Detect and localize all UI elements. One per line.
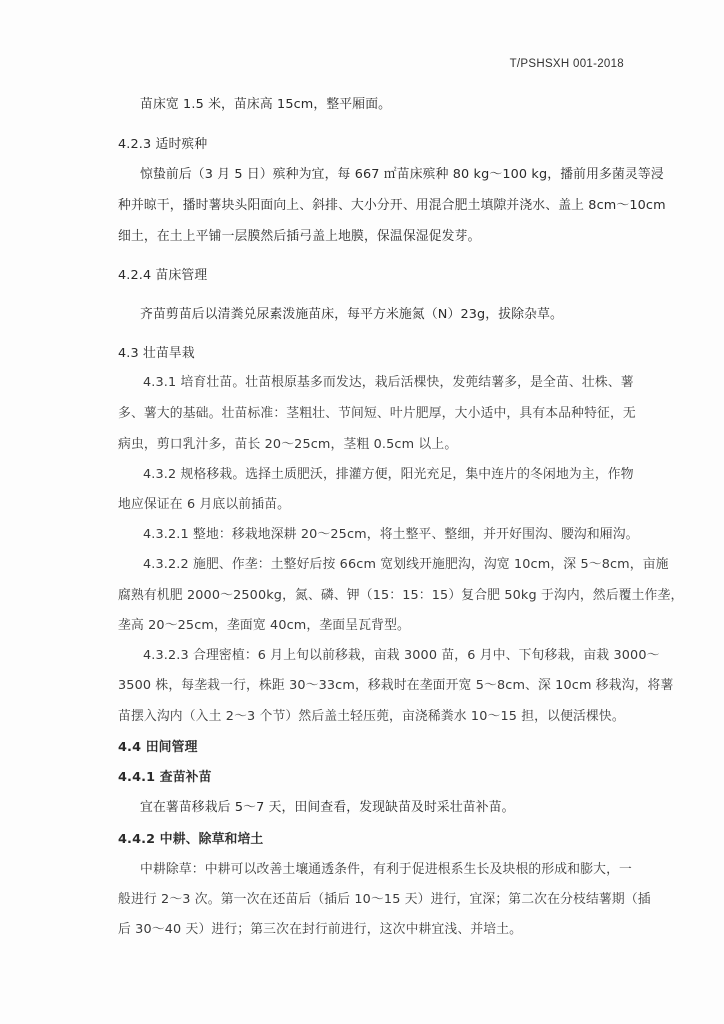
text-line: 后 30～40 天）进行；第三次在封行前进行，这次中耕宜浅、并培土。 <box>118 922 523 937</box>
section-heading: 4.4 田间管理 <box>118 740 198 755</box>
section-heading: 4.4.1 查苗补苗 <box>118 770 212 785</box>
text-line: 齐苗剪苗后以清粪兑尿素泼施苗床，每平方米施氮（N）23g，拔除杂草。 <box>140 307 563 322</box>
text-line: 种并晾干，播时薯块头阳面向上、斜排、大小分开、用混合肥土填隙并浇水、盖上 8cm～10cm <box>118 198 666 213</box>
text-line: 多、薯大的基础。壮苗标准：茎粗壮、节间短、叶片肥厚，大小适中，具有本品种特征，无 <box>118 406 636 421</box>
text-line: 病虫，剪口乳汁多，苗长 20～25cm，茎粗 0.5cm 以上。 <box>118 437 458 452</box>
section-heading: 4.2.3 适时殡种 <box>118 137 208 152</box>
text-line: 苗床宽 1.5 米，苗床高 15cm，整平厢面。 <box>140 97 392 112</box>
text-line: 4.3.2.1 整地：移栽地深耕 20～25cm，将土整平、整细，并开好围沟、腰沟和厢沟。 <box>143 527 639 542</box>
section-heading: 4.2.4 苗床管理 <box>118 268 208 283</box>
text-line: 苗摆入沟内（入土 2～3 个节）然后盖土轻压蔸，亩浇稀粪水 10～15 担，以便活棵快。 <box>118 709 625 724</box>
document-code: T/PSHSXH 001-2018 <box>509 58 624 70</box>
text-line: 般进行 2～3 次。第一次在还苗后（插后 10～15 天）进行，宜深；第二次在分枝结薯期（插 <box>118 892 651 907</box>
text-line: 4.3.2.2 施肥、作垄：土整好后按 66cm 宽划线开施肥沟，沟宽 10cm，深 5～8cm，亩施 <box>143 557 669 572</box>
text-line: 3500 株，每垄栽一行，株距 30～33cm，移栽时在垄面开宽 5～8cm、深 10cm 移栽沟，将薯 <box>118 678 674 693</box>
text-line: 腐熟有机肥 2000～2500kg，氮、磷、钾（15：15：15）复合肥 50kg 于沟内，然后覆土作垄， <box>118 588 684 603</box>
text-line: 4.3.2.3 合理密植：6 月上旬以前移栽，亩栽 3000 苗，6 月中、下旬移栽，亩栽 3000～ <box>143 648 660 663</box>
text-line: 4.3.2 规格移栽。选择土质肥沃，排灌方便，阳光充足，集中连片的冬闲地为主，作物 <box>143 467 634 482</box>
section-heading: 4.4.2 中耕、除草和培土 <box>118 832 264 847</box>
text-line: 惊蛰前后（3 月 5 日）殡种为宜，每 667 ㎡苗床殡种 80 kg～100 kg，播前用多菌灵等浸 <box>140 167 664 182</box>
text-line: 4.3.1 培育壮苗。壮苗根原基多而发达，栽后活棵快，发蔸结薯多，是全苗、壮株、薯 <box>143 375 634 390</box>
text-line: 中耕除草：中耕可以改善土壤通透条件，有利于促进根系生长及块根的形成和膨大，一 <box>140 862 632 877</box>
text-line: 细土，在土上平铺一层膜然后插弓盖上地膜，保温保湿促发芽。 <box>118 229 481 244</box>
text-line: 垄高 20～25cm，垄面宽 40cm，垄面呈瓦背型。 <box>118 618 410 633</box>
text-line: 地应保证在 6 月底以前插苗。 <box>118 497 291 512</box>
section-heading: 4.3 壮苗旱栽 <box>118 346 195 361</box>
text-line: 宜在薯苗移栽后 5～7 天，田间查看，发现缺苗及时采壮苗补苗。 <box>140 800 515 815</box>
